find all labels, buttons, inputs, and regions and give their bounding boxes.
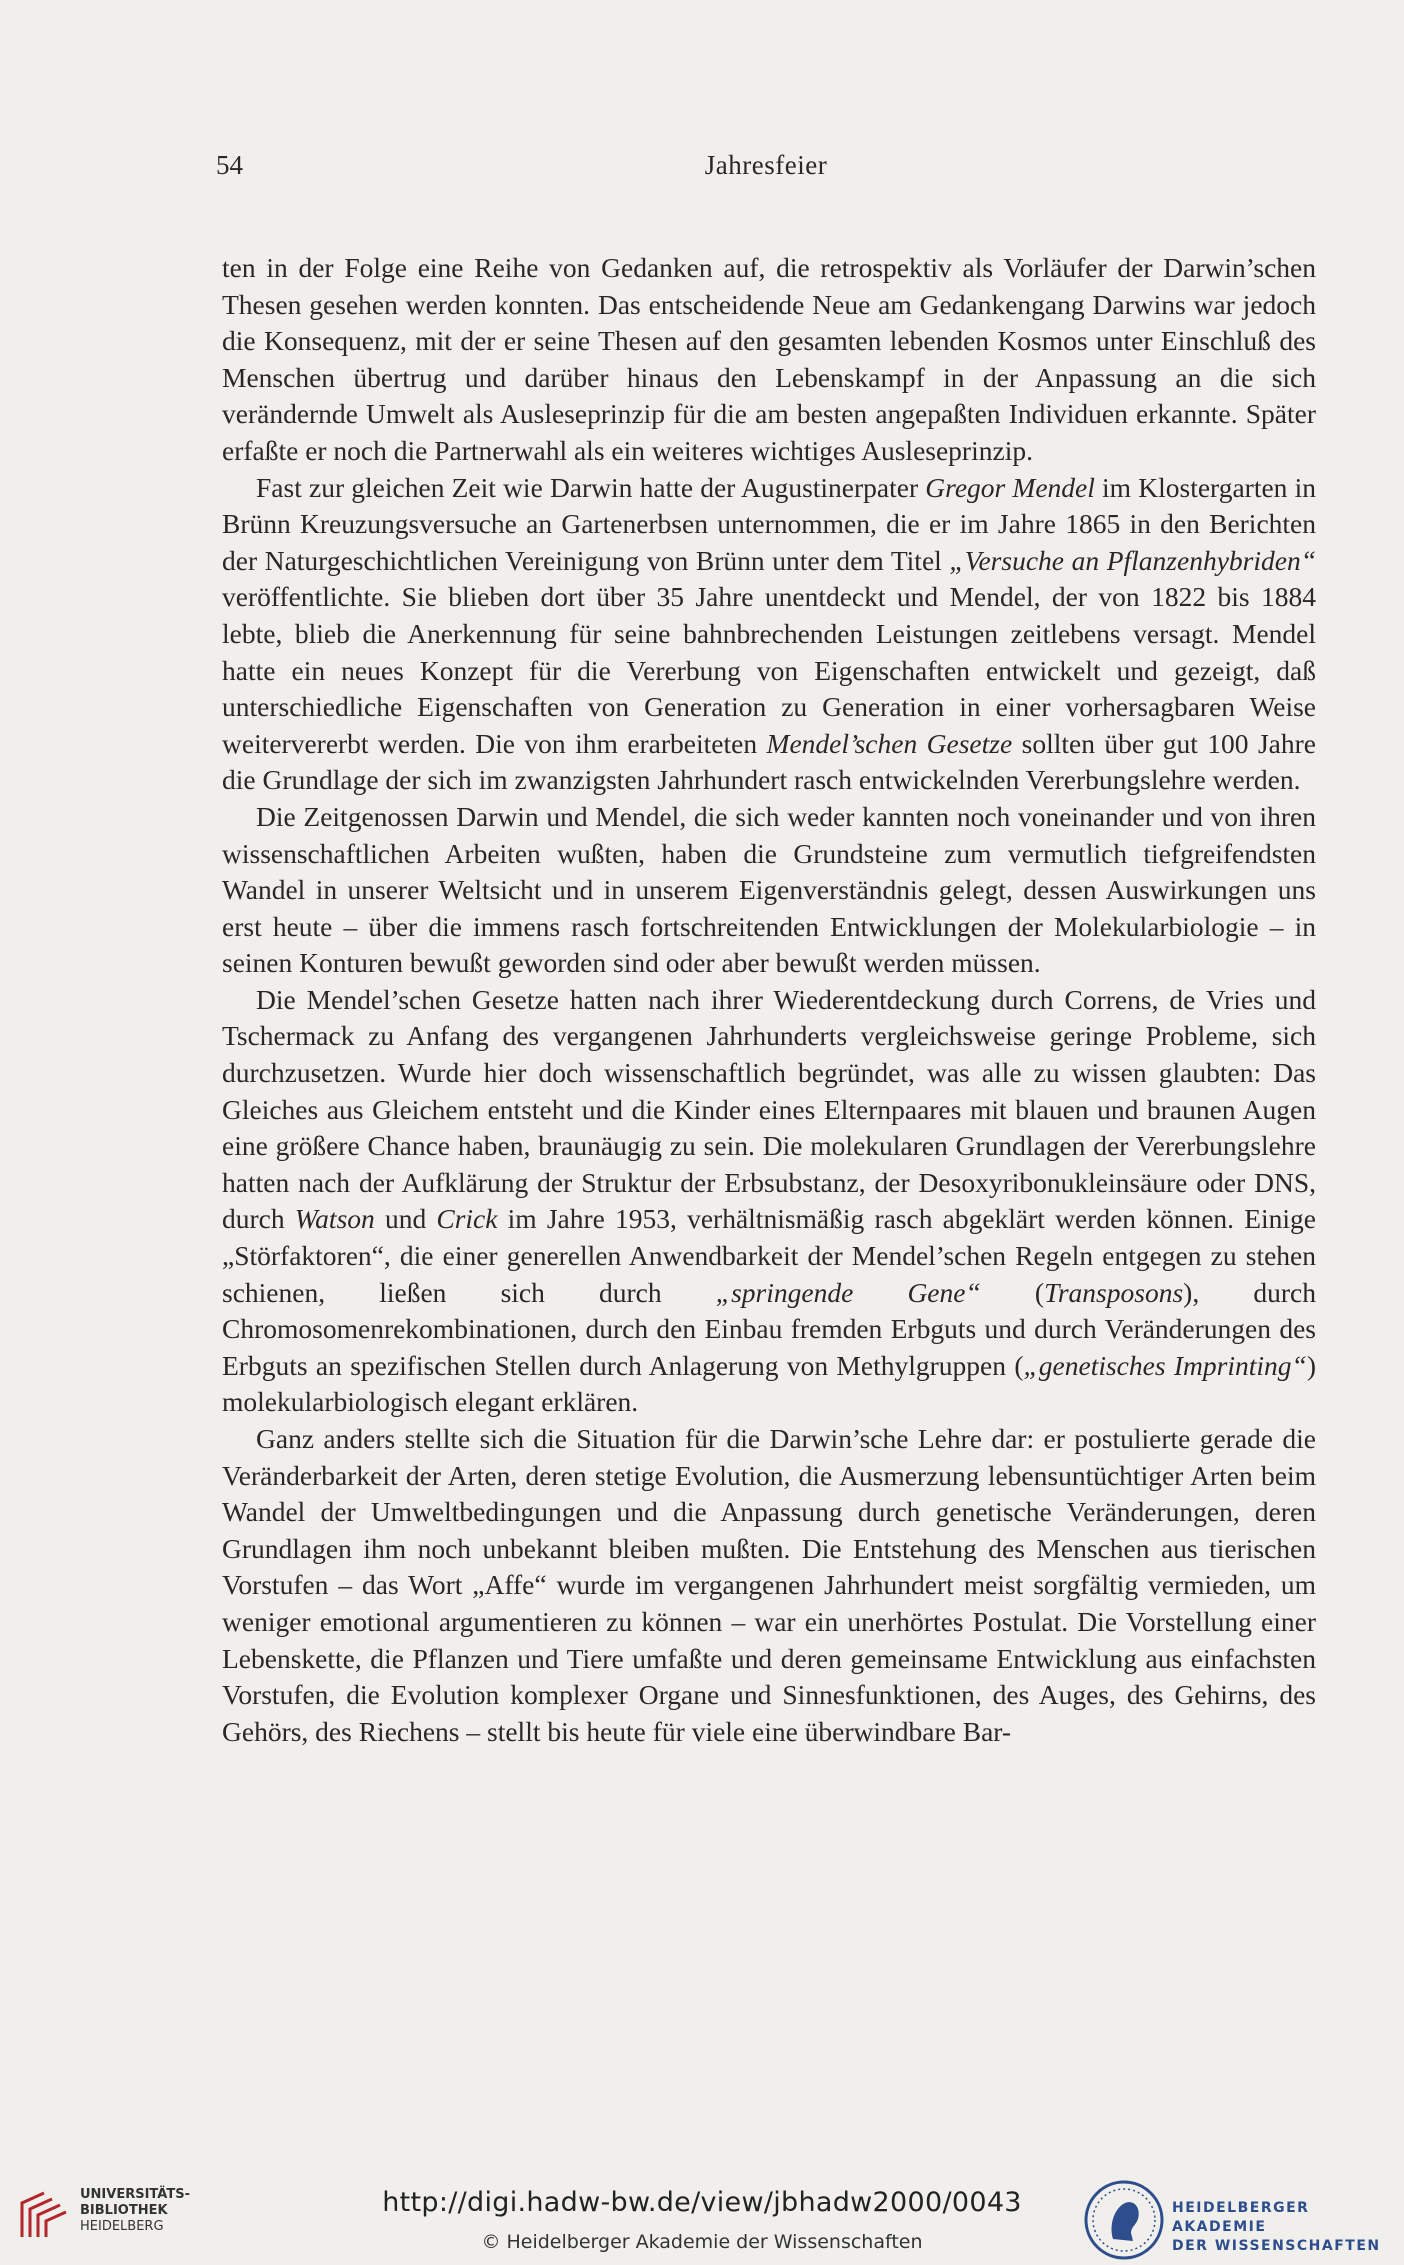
text-run: sollten über gut 100 Jahre die Grundlage der sich im zwanzigsten Jahrhundert rasch entwickelnden Vererbungslehre werden.	[222, 727, 1316, 796]
paragraph	[222, 799, 1316, 982]
library-name-line-3: HEIDELBERG	[80, 2219, 164, 2234]
italic-text: „springende Gene“	[715, 1276, 981, 1308]
italic-text: „genetisches Imprinting“	[1023, 1349, 1307, 1381]
text-run: ), durch Chromosomenrekombinationen, durch den Einbau fremden Erbguts und durch Veränderungen des Erbguts an spezifischen Stellen durch Anlagerung von Methylgruppen (	[222, 1276, 1316, 1381]
italic-text: Watson	[294, 1203, 375, 1235]
library-name-line-2: BIBLIOTHEK	[80, 2203, 168, 2218]
copyright-notice: © Heidelberger Akademie der Wissenschaften	[481, 2231, 923, 2253]
italic-text: Transposons	[1044, 1276, 1184, 1308]
text-run: im Jahre 1953, verhältnismäßig rasch abgeklärt werden können. Einige „Störfaktoren“, die einer generellen Anwendbarkeit der Mendel’schen Regeln entgegen zu stehen schienen, ließen sich durch	[222, 1203, 1316, 1308]
body-text	[222, 250, 1316, 1750]
paragraph	[222, 982, 1316, 1421]
text-run: (	[980, 1276, 1045, 1308]
italic-text: Crick	[436, 1203, 498, 1235]
text-run: Die Zeitgenossen Darwin und Mendel, die sich weder kannten noch voneinander und von ihren wissenschaftlichen Arbeiten wußten, haben die Grundsteine zum vermutlich tiefgreifendsten Wandel in unserer Weltsicht und in unserem Eigenverständnis gelegt, dessen Auswirkungen uns erst heute – über die immens rasch fortschreitenden Entwicklungen der Molekularbiologie – in seinen Konturen bewußt geworden sind oder aber bewußt werden müssen.	[222, 800, 1316, 979]
academy-name-line-2: DER WISSENSCHAFTEN	[1172, 2238, 1381, 2254]
text-run: Die Mendel’schen Gesetze hatten nach ihrer Wiederentdeckung durch Correns, de Vries und Tschermack zu Anfang des vergangenen Jahrhunderts vergleichsweise geringe Probleme, sich durchzusetzen. Wurde hier doch wissenschaftlich begründet, was alle zu wissen glaubten: Das Gleiches aus Gleichem entsteht und die Kinder eines Elternpaares mit blauen und braunen Augen eine größere Chance haben, braunäugig zu sein. Die molekularen Grundlagen der Vererbungslehre hatten nach der Aufklärung der Struktur der Erbsubstanz, der Desoxyribonukleinsäure oder DNS, durch	[222, 983, 1316, 1235]
page-header	[216, 150, 1316, 190]
italic-text: Gregor Mendel	[925, 471, 1095, 503]
library-name-line-1: UNIVERSITÄTS-	[80, 2187, 190, 2202]
academy-name-line-1: HEIDELBERGER AKADEMIE	[1172, 2200, 1310, 2235]
academy-name	[1172, 2199, 1404, 2256]
text-run: im Klostergarten in Brünn Kreuzungsversuche an Gartenerbsen unternommen, die er im Jahre 1865 in den Berichten der Naturgeschichtlichen Vereinigung von Brünn unter dem Titel	[222, 471, 1316, 576]
page-number: 54	[216, 150, 243, 180]
text-run: Ganz anders stellte sich die Situation für die Darwin’sche Lehre dar: er postulierte gerade die Veränderbarkeit der Arten, deren stetige Evolution, die Ausmerzung lebensuntüchtiger Arten beim Wandel der Umweltbedingungen und die Anpassung durch genetische Veränderungen, deren Grundlagen ihm noch unbekannt bleiben mußten. Die Entstehung des Menschen aus tierischen Vorstufen – das Wort „Affe“ wurde im vergangenen Jahrhundert meist sorgfältig vermieden, um weniger emotional argumentieren zu können – war ein unerhörtes Postulat. Die Vorstellung einer Lebenskette, die Pflanzen und Tiere umfaßte und deren gemeinsame Entwicklung aus einfachsten Vorstufen, die Evolution komplexer Organe und Sinnesfunktionen, des Auges, des Gehirns, des Gehörs, des Riechens – stellt bis heute für viele eine überwindbare Bar-	[222, 1423, 1316, 1747]
footer-bar	[0, 2165, 1404, 2265]
academy-seal-icon	[1083, 2179, 1165, 2261]
text-run: und	[374, 1203, 437, 1235]
running-head: Jahresfeier	[704, 150, 828, 180]
italic-text: „Versuche an Pflanzenhybriden“	[949, 544, 1317, 576]
paragraph	[222, 470, 1316, 799]
paragraph	[222, 1421, 1316, 1750]
text-run: ) molekularbiologisch elegant erklären.	[222, 1349, 1316, 1418]
text-run: veröffentlichte. Sie blieben dort über 35 Jahre unentdeckt und Mendel, der von 1822 bis 1884 lebte, blieb die Anerkennung für seine bahnbrechenden Leistungen zeitlebens versagt. Mendel hatte ein neues Konzept für die Vererbung von Eigenschaften entwickelt und gezeigt, daß unterschiedliche Eigenschaften von Generation zu Generation in einer vorhersagbaren Weise weitervererbt werden. Die von ihm erarbeiteten	[222, 581, 1316, 759]
text-run: Fast zur gleichen Zeit wie Darwin hatte der Augustinerpater	[256, 471, 926, 503]
paragraph	[222, 250, 1316, 470]
italic-text: Mendel’schen Gesetze	[766, 727, 1013, 759]
digital-object-url-link[interactable]: http://digi.hadw-bw.de/view/jbhadw2000/0043	[382, 2187, 1022, 2218]
text-run: ten in der Folge eine Reihe von Gedanken auf, die retrospektiv als Vorläufer der Darwin’schen Thesen gesehen werden konnten. Das entscheidende Neue am Gedankengang Darwins war jedoch die Konsequenz, mit der er seine Thesen auf den gesamten lebenden Kosmos unter Einschluß des Menschen übertrug und darüber hinaus den Lebenskampf in der Anpassung an die sich verändernde Umwelt als Ausleseprinzip für die am besten angepaßten Individuen erkannte. Später erfaßte er noch die Partnerwahl als ein weiteres wichtiges Ausleseprinzip.	[222, 252, 1316, 466]
